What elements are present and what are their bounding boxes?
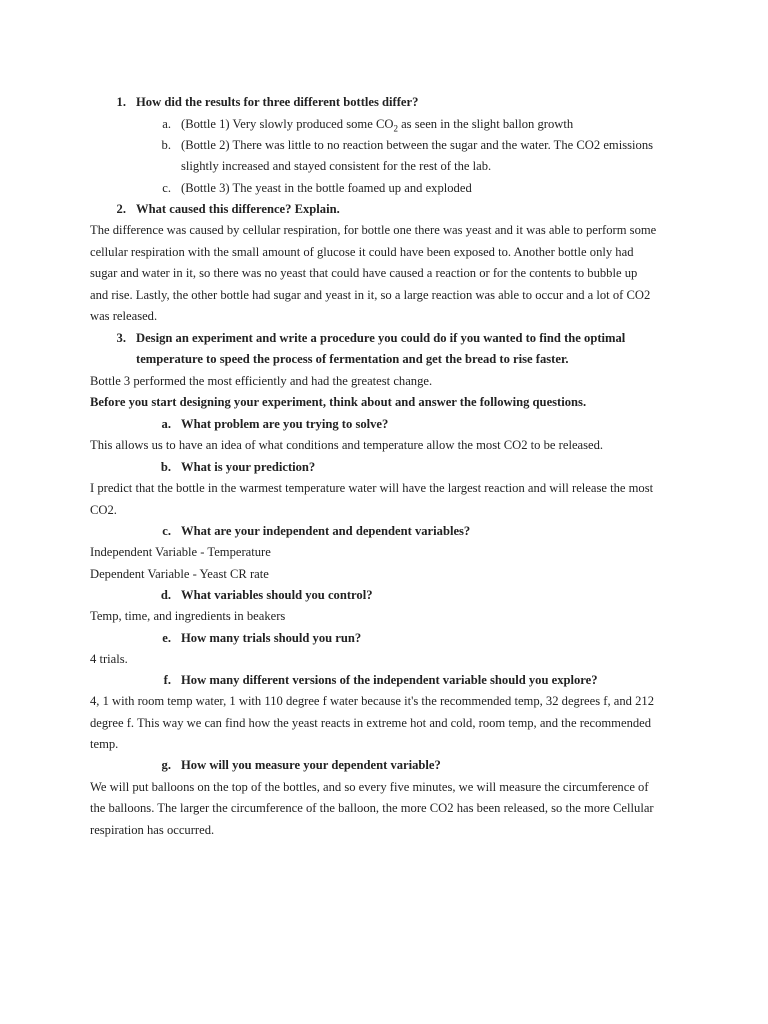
subq-d-heading bbox=[160, 587, 373, 603]
q2-answer-line: cellular respiration with the small amount of glucose it could have been exposed to. Another bottle only had bbox=[90, 245, 634, 259]
q1-answer-a-text: (Bottle 1) Very slowly produced some CO bbox=[181, 117, 394, 131]
subq-d-question: What variables should you control? bbox=[181, 588, 373, 602]
q1-answer-b-line1 bbox=[161, 137, 654, 153]
design-intro: Before you start designing your experiment, think about and answer the following questions. bbox=[90, 395, 587, 409]
subq-e-answer: 4 trials. bbox=[90, 652, 128, 666]
q2-marker: 2. bbox=[116, 202, 126, 216]
q1-answer-a bbox=[162, 116, 574, 134]
subq-g-answer-line: We will put balloons on the top of the bottles, and so every five minutes, we will measure the circumference of bbox=[90, 780, 649, 794]
subq-b-answer-line1: I predict that the bottle in the warmest temperature water will have the largest reaction and will release the most bbox=[90, 481, 654, 495]
q2-question: What caused this difference? Explain. bbox=[136, 202, 340, 216]
subq-a-heading bbox=[161, 416, 389, 432]
q3-question-line2: temperature to speed the process of fermentation and get the bread to rise faster. bbox=[136, 352, 569, 366]
subq-f-answer-line: degree f. This way we can find how the yeast reacts in extreme hot and cold, room temp, and the recommended bbox=[90, 716, 652, 730]
q2-answer-line: and rise. Lastly, the other bottle had sugar and yeast in it, so a large reaction was able to occur and a lot of CO2 bbox=[90, 288, 651, 302]
q1-answer-c-marker: c. bbox=[162, 181, 171, 195]
subq-e-question: How many trials should you run? bbox=[181, 631, 362, 645]
q1-answer-a-marker: a. bbox=[162, 117, 171, 131]
q1-answer-b-line2: slightly increased and stayed consistent for the rest of the lab. bbox=[181, 159, 492, 173]
q1-answer-c bbox=[162, 180, 472, 196]
subq-c-answer-line2: Dependent Variable - Yeast CR rate bbox=[90, 567, 269, 581]
q3-marker: 3. bbox=[116, 331, 126, 345]
q1-answer-b-text: (Bottle 2) There was little to no reaction between the sugar and the water. The CO2 emissions bbox=[181, 138, 654, 152]
subq-a-marker: a. bbox=[161, 417, 171, 431]
subq-f-marker: f. bbox=[163, 673, 171, 687]
subq-e-marker: e. bbox=[162, 631, 171, 645]
q2-answer-line: was released. bbox=[90, 309, 158, 323]
subq-b-answer-line2: CO2. bbox=[90, 503, 117, 517]
subq-g-heading bbox=[161, 757, 441, 773]
subq-b-marker: b. bbox=[160, 460, 171, 474]
subq-b-heading bbox=[160, 459, 316, 475]
subq-e-heading bbox=[162, 630, 362, 646]
q2-answer-line: sugar and water in it, so there was no yeast that could have caused a reaction or for the contents to bubble up bbox=[90, 266, 638, 280]
q3-heading bbox=[116, 330, 626, 346]
q1-answer-b-marker: b. bbox=[161, 138, 171, 152]
subq-f-question: How many different versions of the independent variable should you explore? bbox=[181, 673, 598, 687]
subq-f-answer-line: 4, 1 with room temp water, 1 with 110 degree f water because it's the recommended temp, 32 degrees f, and 212 bbox=[90, 694, 654, 708]
subq-g-answer-line: respiration has occurred. bbox=[90, 823, 215, 837]
q2-heading bbox=[116, 201, 340, 217]
q1-marker: 1. bbox=[116, 95, 126, 109]
subq-f-heading bbox=[163, 672, 598, 688]
subq-d-marker: d. bbox=[160, 588, 171, 602]
subq-g-question: How will you measure your dependent variable? bbox=[181, 758, 441, 772]
q1-heading bbox=[116, 94, 419, 110]
subq-g-answer-line: the balloons. The larger the circumference of the balloon, the more CO2 has been released, so the more Cellular bbox=[90, 801, 654, 815]
subq-f-answer-line: temp. bbox=[90, 737, 119, 751]
subq-a-answer: This allows us to have an idea of what conditions and temperature allow the most CO2 to be released. bbox=[90, 438, 604, 452]
q1-question: How did the results for three different bottles differ? bbox=[136, 95, 419, 109]
q1-answer-c-text: (Bottle 3) The yeast in the bottle foamed up and exploded bbox=[181, 181, 472, 195]
q1-answer-a-text-end: as seen in the slight ballon growth bbox=[397, 117, 574, 131]
subq-c-question: What are your independent and dependent variables? bbox=[181, 524, 471, 538]
subq-c-heading bbox=[162, 523, 471, 539]
subq-b-question: What is your prediction? bbox=[181, 460, 316, 474]
q2-answer-line: The difference was caused by cellular respiration, for bottle one there was yeast and it was able to perform some bbox=[90, 223, 657, 237]
subq-g-marker: g. bbox=[161, 758, 171, 772]
q1-answer-a-subscript: 2 bbox=[393, 123, 398, 134]
subq-c-marker: c. bbox=[162, 524, 171, 538]
subq-a-question: What problem are you trying to solve? bbox=[181, 417, 389, 431]
subq-d-answer: Temp, time, and ingredients in beakers bbox=[90, 609, 286, 623]
subq-c-answer-line1: Independent Variable - Temperature bbox=[90, 545, 271, 559]
q3-question-line1: Design an experiment and write a procedure you could do if you wanted to find the optimal bbox=[136, 331, 626, 345]
q3-answer: Bottle 3 performed the most efficiently and had the greatest change. bbox=[90, 374, 433, 388]
